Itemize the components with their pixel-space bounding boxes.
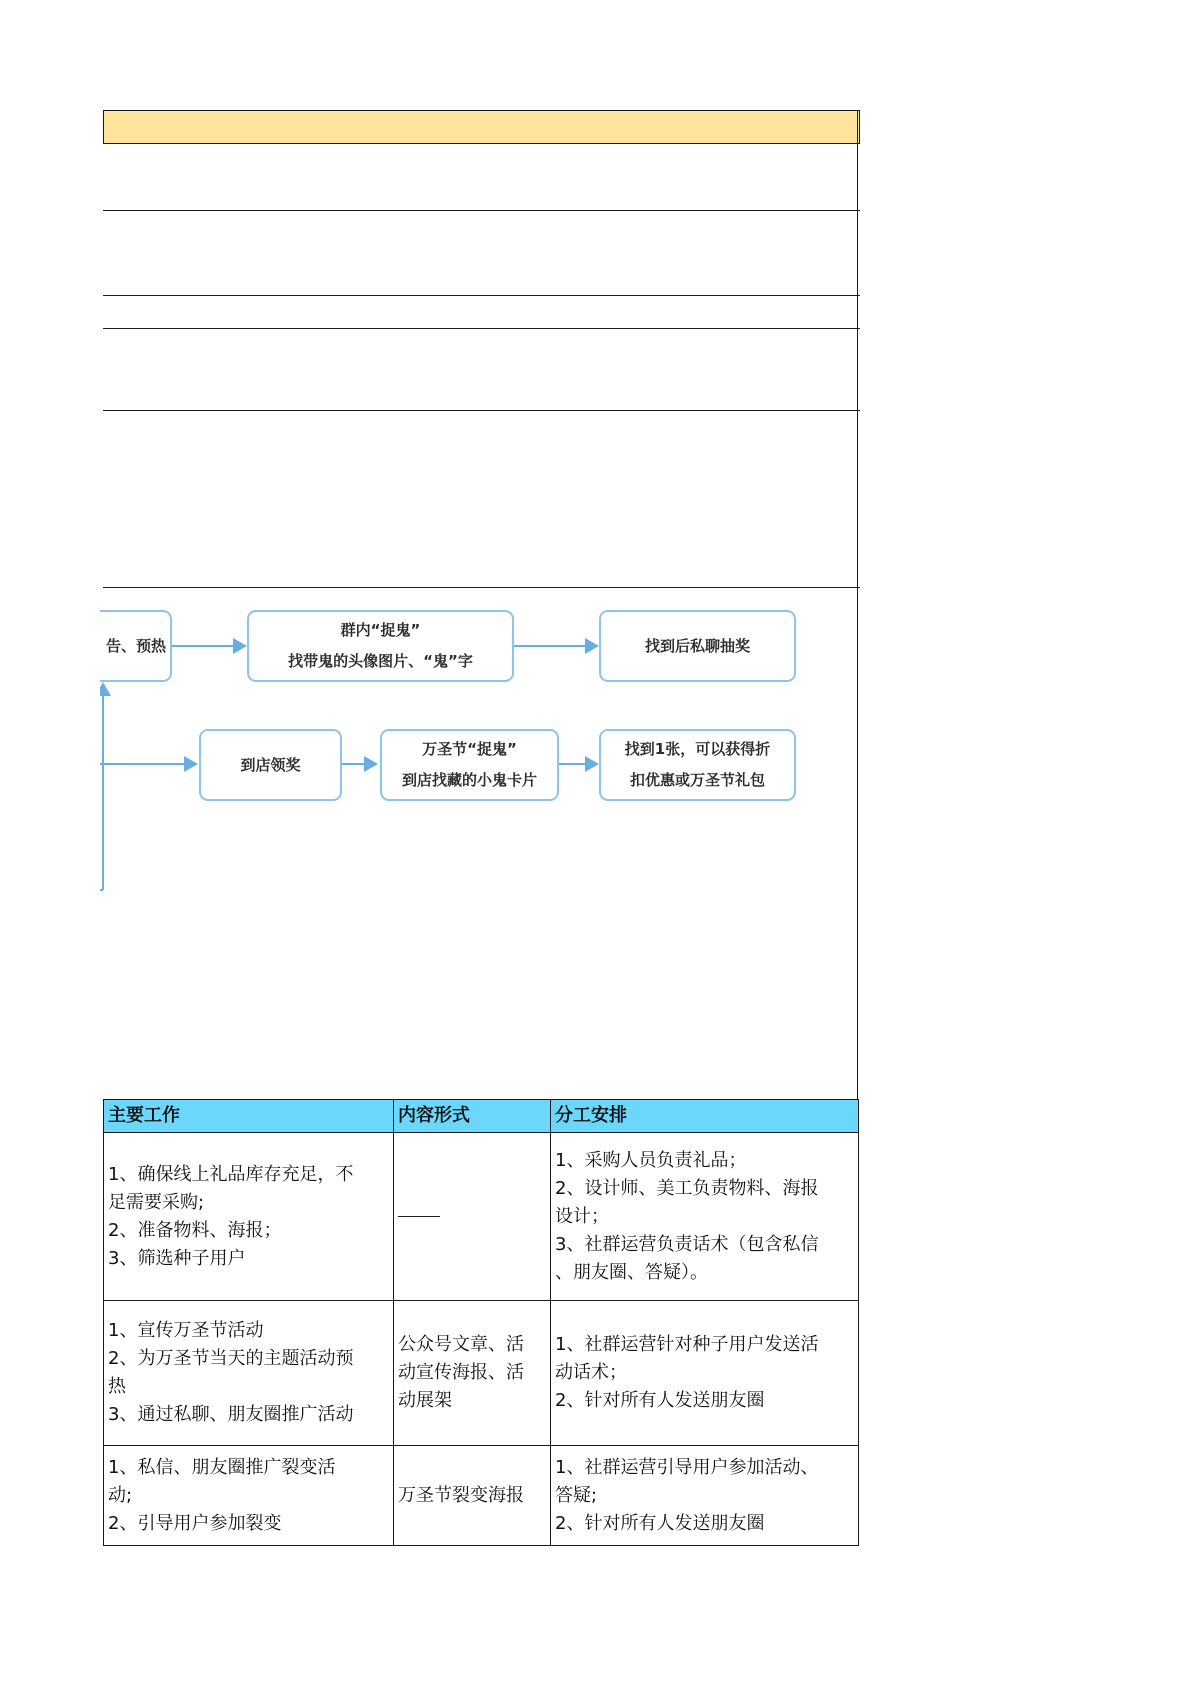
node-store-prize[interactable]	[199, 729, 342, 801]
node-label: 群内“捉鬼”	[340, 621, 421, 639]
node-label: 找带鬼的头像图片、“鬼”字	[288, 652, 473, 670]
node-label: 告、预热	[105, 636, 166, 655]
table-row	[104, 1301, 859, 1446]
activity-flowchart	[100, 590, 860, 910]
task-table	[103, 1099, 859, 1546]
cell-text: 设计；	[555, 1205, 609, 1227]
cell-text: 1、社群运营针对种子用户发送活	[555, 1334, 819, 1355]
row-divider	[103, 295, 860, 296]
table-row	[104, 1133, 859, 1301]
node-label: 找到后私聊抽奖	[644, 636, 750, 655]
section-header-band[interactable]	[103, 110, 860, 144]
row-divider	[103, 210, 860, 211]
table-header-row	[104, 1100, 859, 1133]
node-private-lottery[interactable]	[599, 610, 796, 682]
cell-main-work[interactable]	[104, 1301, 394, 1446]
cell-text: 万圣节裂变海报	[398, 1484, 524, 1506]
cell-text: 答疑;	[555, 1484, 598, 1506]
cell-text: 、朋友圈、答疑）。	[555, 1261, 708, 1283]
row-divider	[103, 410, 860, 411]
cell-text: 1、宣传万圣节活动	[108, 1320, 264, 1341]
cell-text: 2、准备物料、海报；	[108, 1219, 282, 1241]
header-assignment[interactable]: 分工安排	[551, 1100, 859, 1133]
row-divider	[103, 587, 860, 588]
cell-assignment[interactable]	[551, 1133, 859, 1301]
cell-assignment[interactable]	[551, 1301, 859, 1446]
cell-text: 2、为万圣节当天的主题活动预	[108, 1348, 354, 1369]
node-label: 到店领奖	[240, 755, 301, 774]
cell-text: 1、社群运营引导用户参加活动、	[555, 1456, 819, 1478]
cell-text: 3、筛选种子用户	[108, 1247, 246, 1269]
table-row	[104, 1446, 859, 1546]
cell-text: 热	[108, 1376, 126, 1397]
cell-assignment[interactable]	[551, 1446, 859, 1546]
cell-main-work[interactable]	[104, 1446, 394, 1546]
cell-text: 3、通过私聊、朋友圈推广活动	[108, 1404, 354, 1425]
cell-text: 1、采购人员负责礼品；	[555, 1149, 747, 1171]
cell-text: 2、引导用户参加裂变	[108, 1512, 282, 1534]
cell-text: 动展架	[398, 1390, 452, 1411]
cell-content-form[interactable]	[394, 1301, 551, 1446]
header-main-work[interactable]: 主要工作	[104, 1100, 394, 1133]
node-reward[interactable]	[599, 729, 796, 801]
node-label: 到店找藏的小鬼卡片	[401, 771, 537, 789]
cell-content-form[interactable]	[394, 1133, 551, 1301]
empty-dash-mark	[398, 1216, 440, 1217]
node-label: 找到1张，可以获得折	[624, 740, 771, 758]
node-publicity[interactable]	[100, 610, 172, 682]
cell-text: 公众号文章、活	[398, 1334, 524, 1355]
node-store-ghost-hunt[interactable]	[380, 729, 559, 801]
cell-text: 动宣传海报、活	[398, 1362, 524, 1383]
node-label: 万圣节“捉鬼”	[422, 740, 517, 758]
cell-text: 足需要采购;	[108, 1191, 205, 1213]
cell-main-work[interactable]	[104, 1133, 394, 1301]
row-divider	[103, 328, 860, 329]
cell-text: 动;	[108, 1484, 133, 1506]
cell-text: 2、针对所有人发送朋友圈	[555, 1390, 765, 1411]
cell-text: 动话术；	[555, 1362, 627, 1383]
cell-text: 1、私信、朋友圈推广裂变活	[108, 1456, 336, 1478]
node-catch-ghost-group[interactable]	[247, 610, 514, 682]
node-label: 扣优惠或万圣节礼包	[629, 771, 765, 789]
cell-text: 2、针对所有人发送朋友圈	[555, 1512, 765, 1534]
cell-text: 3、社群运营负责话术（包含私信	[555, 1233, 819, 1255]
header-content-form[interactable]: 内容形式	[394, 1100, 551, 1133]
cell-text: 1、确保线上礼品库存充足，不	[108, 1163, 354, 1185]
cell-text: 2、设计师、美工负责物料、海报	[555, 1177, 819, 1199]
cell-content-form[interactable]	[394, 1446, 551, 1546]
